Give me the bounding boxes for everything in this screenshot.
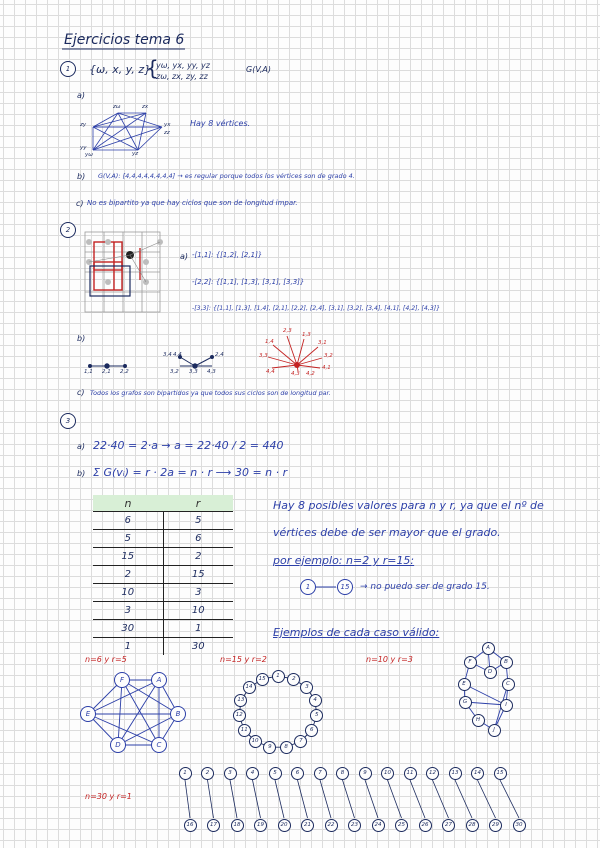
q3-example-result: → no puedo ser de grado 15. bbox=[360, 582, 490, 592]
q1-a-text: Hay 8 vértices. bbox=[190, 119, 251, 128]
graph-node: A bbox=[482, 642, 495, 655]
graph-node: 6 bbox=[291, 767, 304, 780]
q2-number: 2 bbox=[60, 222, 76, 238]
table-cell-r: 30 bbox=[163, 638, 233, 656]
q2-c-text: Todos los grafos son bipartidos ya que todos sus ciclos son de longitud par. bbox=[90, 389, 331, 397]
table-cell-r: 3 bbox=[163, 584, 233, 602]
q1-c-label: c) bbox=[76, 199, 84, 208]
q1-a-label: a) bbox=[77, 91, 86, 100]
q3-example-heading: por ejemplo: n=2 y r=15: bbox=[273, 554, 415, 567]
graph-node: 15 bbox=[256, 673, 269, 686]
q1-number: 1 bbox=[60, 61, 76, 77]
graph-node: 8 bbox=[336, 767, 349, 780]
table-cell-r: 10 bbox=[163, 602, 233, 620]
graph-node: 30 bbox=[513, 819, 526, 832]
q1-graph-label: yx bbox=[164, 122, 171, 128]
graph-node: 3 bbox=[300, 681, 313, 694]
graph-node: 4 bbox=[309, 694, 322, 707]
table-cell-n: 5 bbox=[93, 530, 163, 548]
graph-node: D bbox=[484, 666, 497, 679]
graph-node: 2 bbox=[201, 767, 214, 780]
graph-node: 27 bbox=[442, 819, 455, 832]
graph-node: 23 bbox=[348, 819, 361, 832]
q2-b-star-label: 4,3 bbox=[291, 371, 300, 377]
q2-b-small-label: 2,1 bbox=[102, 369, 111, 375]
case1-label: n=6 y r=5 bbox=[85, 655, 127, 664]
q2-b-star-label: 4,1 bbox=[322, 365, 331, 371]
graph-node: 2 bbox=[287, 673, 300, 686]
q2-b-star-label: 1,3 bbox=[302, 332, 311, 338]
q2-b-mid-label: 3,2 bbox=[170, 369, 179, 375]
q2-b-star-label: 3,3 bbox=[259, 353, 268, 359]
q3-number: 3 bbox=[60, 413, 76, 429]
table-cell-n: 3 bbox=[93, 602, 163, 620]
q2-a1: -[1,1]: {[1,2], [2,1]} bbox=[192, 251, 263, 259]
graph-node: 10 bbox=[249, 735, 262, 748]
q2-a2: -[2,2]: {[1,1], [1,3], [3,1], [3,3]} bbox=[192, 278, 305, 286]
q1-vertex-set: {ω, x, y, z} bbox=[89, 63, 152, 76]
graph-node: 8 bbox=[280, 741, 293, 754]
q3-b-label: b) bbox=[77, 469, 86, 478]
graph-node: 5 bbox=[269, 767, 282, 780]
q1-graph-label: zy bbox=[80, 122, 87, 128]
graph-node: 5 bbox=[310, 709, 323, 722]
table-cell-r: 2 bbox=[163, 548, 233, 566]
graph-node: 26 bbox=[419, 819, 432, 832]
q1-edges-1: yω, yx, yy, yz bbox=[156, 61, 210, 70]
table-cell-n: 30 bbox=[93, 620, 163, 638]
q2-b-star-label: 4,2 bbox=[306, 371, 315, 377]
graph-node: C bbox=[502, 678, 515, 691]
q2-a3: -[3,3]: {[1,1], [1,3], [1,4], [2,1], [2,2], [2,4], [3,1], [3,2], [3,4], [4,1], [4,2], [4,3]} bbox=[192, 305, 441, 312]
graph-node: F bbox=[464, 656, 477, 669]
graph-node: F bbox=[114, 672, 130, 688]
table-cell-r: 6 bbox=[163, 530, 233, 548]
graph-node: J bbox=[488, 724, 501, 737]
q3-explanation-1: Hay 8 posibles valores para n y r, ya que el nº de bbox=[273, 499, 544, 512]
q2-b-mid-label: 4,3 bbox=[207, 369, 216, 375]
graph-node: 9 bbox=[263, 741, 276, 754]
graph-node: H bbox=[472, 714, 485, 727]
q2-b-small-label: 1,1 bbox=[84, 369, 93, 375]
q1-brace: { bbox=[146, 56, 159, 80]
q1-graph-label: zz bbox=[164, 130, 170, 136]
q1-graph-label: yz bbox=[132, 151, 139, 157]
graph-node: 16 bbox=[184, 819, 197, 832]
graph-node: 14 bbox=[471, 767, 484, 780]
table-header-n: n bbox=[93, 495, 163, 512]
graph-node: A bbox=[151, 672, 167, 688]
q1-graph-label: yω bbox=[85, 152, 93, 158]
graph-node: 17 bbox=[207, 819, 220, 832]
q1-graph-name: G(V,A) bbox=[246, 65, 272, 74]
q1-graph-label: zω bbox=[113, 104, 121, 110]
graph-node: E bbox=[80, 706, 96, 722]
graph-node: 12 bbox=[426, 767, 439, 780]
graph-node: G bbox=[459, 696, 472, 709]
q2-b-star-label: 1,4 bbox=[265, 339, 274, 345]
graph-node: 13 bbox=[449, 767, 462, 780]
graph-node: 1 bbox=[272, 670, 285, 683]
q1-graph-label: yy bbox=[80, 145, 87, 151]
graph-node: 13 bbox=[234, 694, 247, 707]
graph-node: 14 bbox=[243, 681, 256, 694]
q2-c-label: c) bbox=[77, 388, 85, 397]
table-cell-n: 6 bbox=[93, 512, 163, 530]
graph-node: 6 bbox=[305, 724, 318, 737]
example-node-15: 15 bbox=[337, 579, 353, 595]
graph-node: 22 bbox=[325, 819, 338, 832]
graph-node: 11 bbox=[404, 767, 417, 780]
case2-label: n=15 y r=2 bbox=[220, 655, 267, 664]
graph-node: 7 bbox=[314, 767, 327, 780]
graph-node: 12 bbox=[233, 709, 246, 722]
graph-node: 28 bbox=[466, 819, 479, 832]
graph-node: B bbox=[170, 706, 186, 722]
table-cell-n: 2 bbox=[93, 566, 163, 584]
q2-b-label: b) bbox=[77, 334, 86, 343]
graph-node: 10 bbox=[381, 767, 394, 780]
graph-node: 9 bbox=[359, 767, 372, 780]
q1-edges-2: zω, zx, zy, zz bbox=[156, 72, 208, 81]
graph-node: 20 bbox=[278, 819, 291, 832]
q3-valid-heading: Ejemplos de cada caso válido: bbox=[273, 626, 440, 639]
q2-b-star-label: 3,2 bbox=[324, 353, 333, 359]
q2-b-star-label: 4,4 bbox=[266, 369, 275, 375]
q1-c-text: No es bipartito ya que hay ciclos que son de longitud impar. bbox=[87, 199, 298, 207]
case3-label: n=10 y r=3 bbox=[366, 655, 413, 664]
q3-a-label: a) bbox=[77, 442, 86, 451]
graph-node: 19 bbox=[254, 819, 267, 832]
q3-a-text: 22·40 = 2·a → a = 22·40 / 2 = 440 bbox=[93, 439, 284, 452]
graph-node: 1 bbox=[179, 767, 192, 780]
table-cell-r: 1 bbox=[163, 620, 233, 638]
graph-node: 21 bbox=[301, 819, 314, 832]
table-cell-r: 15 bbox=[163, 566, 233, 584]
graph-node: 11 bbox=[238, 724, 251, 737]
table-cell-r: 5 bbox=[163, 512, 233, 530]
graph-node: 24 bbox=[372, 819, 385, 832]
q2-a-label: a) bbox=[180, 252, 189, 261]
q2-b-star-label: 3,1 bbox=[318, 340, 327, 346]
q3-b-text: Σ G(vᵢ) = r · 2a = n · r ⟶ 30 = n · r bbox=[93, 466, 288, 479]
q3-explanation-2: vértices debe de ser mayor que el grado. bbox=[273, 526, 501, 539]
graph-node: 7 bbox=[294, 735, 307, 748]
graph-node: 15 bbox=[494, 767, 507, 780]
table-cell-n: 1 bbox=[93, 638, 163, 656]
graph-node: 29 bbox=[489, 819, 502, 832]
example-node-1: 1 bbox=[300, 579, 316, 595]
graph-node: 18 bbox=[231, 819, 244, 832]
graph-node: 3 bbox=[224, 767, 237, 780]
graph-node: E bbox=[458, 678, 471, 691]
q2-b-mid-label: 2,4 bbox=[215, 352, 224, 358]
case4-label: n=30 y r=1 bbox=[85, 792, 132, 801]
q2-b-star-label: 2,3 bbox=[283, 328, 292, 334]
graph-node: 25 bbox=[395, 819, 408, 832]
q2-b-mid-label: 3,4 bbox=[163, 352, 172, 358]
graph-node: D bbox=[110, 737, 126, 753]
q2-b-small-label: 2,2 bbox=[120, 369, 129, 375]
graph-node: C bbox=[151, 737, 167, 753]
table-header-r: r bbox=[163, 495, 233, 512]
q2-b-mid-label: 3,3 bbox=[189, 369, 198, 375]
q1-b-label: b) bbox=[77, 172, 86, 181]
table-cell-n: 15 bbox=[93, 548, 163, 566]
q1-graph-label: zx bbox=[142, 104, 149, 110]
page-title: Ejercicios tema 6 bbox=[64, 32, 185, 48]
graph-node: I bbox=[500, 699, 513, 712]
q1-b-text: G(V,A): [4,4,4,4,4,4,4,4] → es regular porque todos los vértices son de grado 4. bbox=[98, 172, 355, 180]
q2-b-mid-label: 4,4 bbox=[173, 352, 182, 358]
graph-node: B bbox=[500, 656, 513, 669]
table-cell-n: 10 bbox=[93, 584, 163, 602]
graph-node: 4 bbox=[246, 767, 259, 780]
